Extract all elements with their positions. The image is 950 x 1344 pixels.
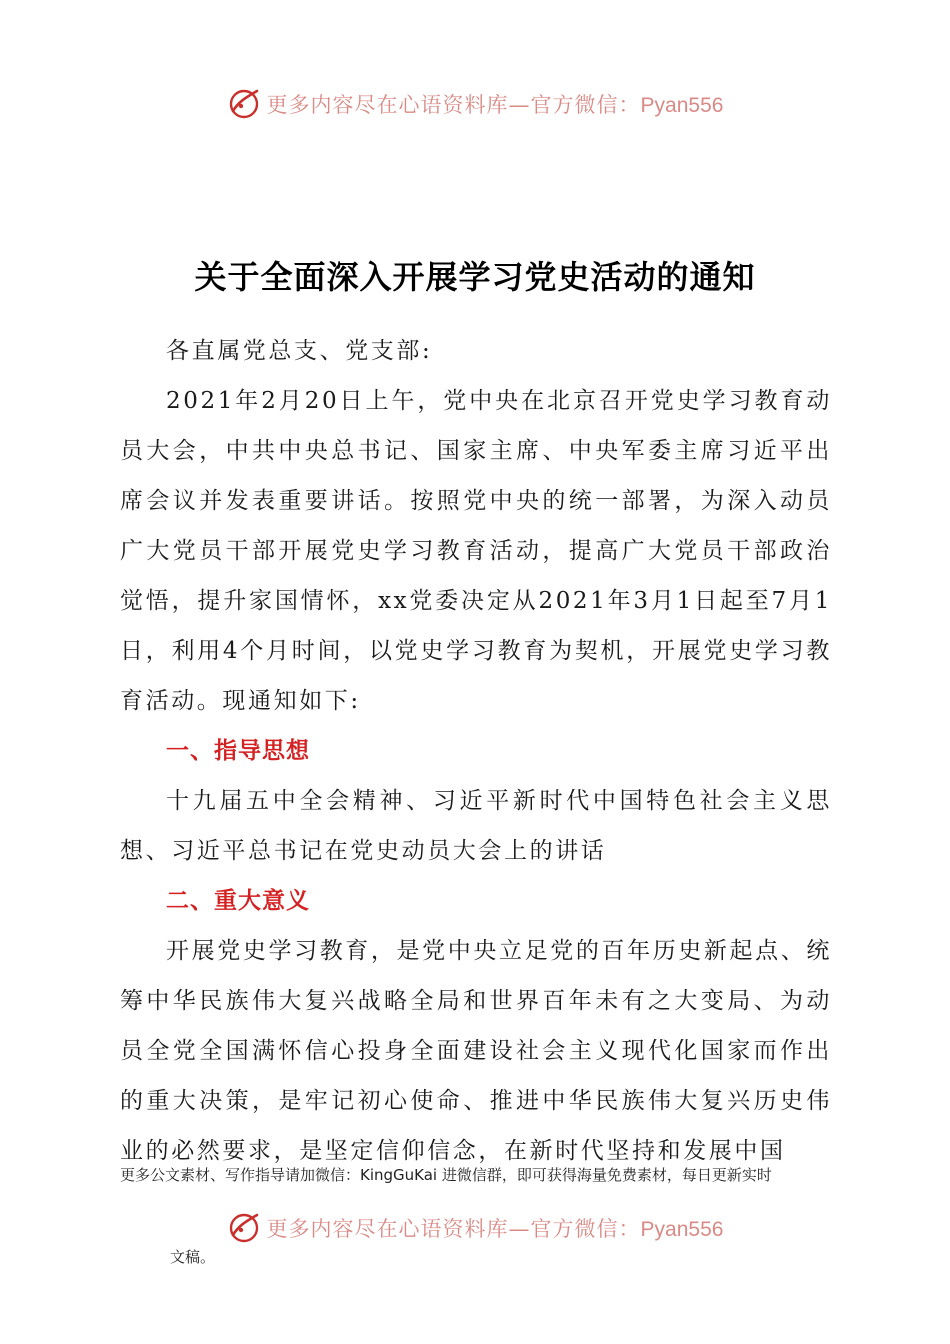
section-text-guiding-thought: 十九届五中全会精神、习近平新时代中国特色社会主义思想、习近平总书记在党史动员大会上的讲话 bbox=[120, 788, 832, 864]
pen-logo-icon bbox=[227, 87, 261, 121]
footer-note: 更多公文素材、写作指导请加微信：KingGuKai 进微信群，即可获得海量免费素材，每日更新实时 bbox=[120, 1166, 772, 1184]
section-text-significance: 开展党史学习教育，是党中央立足党的百年历史新起点、统筹中华民族伟大复兴战略全局和世界百年未有之大变局、为动员全党全国满怀信心投身全面建设社会主义现代化国家而作出的重大决策，是牢记初心使命、推进中华民族伟大复兴历史伟业的必然要求，是坚定信仰信念，在新时代坚持和发展中国 bbox=[120, 938, 832, 1164]
intro-paragraph: 2021年2月20日上午，党中央在北京召开党史学习教育动员大会，中共中央总书记、国家主席、中央军委主席习近平出席会议并发表重要讲话。按照党中央的统一部署，为深入动员广大党员干部开展党史学习教育活动，提高广大党员干部政治觉悟，提升家国情怀，xx党委决定从2021年3月1日起至7月1日，利用4个月时间，以党史学习教育为契机，开展党史学习教育活动。现通知如下: bbox=[120, 388, 832, 714]
header-watermark bbox=[0, 84, 950, 124]
document-title: 关于全面深入开展学习党史活动的通知 bbox=[194, 258, 756, 296]
section-heading-guiding-thought: 一、指导思想 bbox=[166, 738, 310, 764]
watermark-text: 更多内容尽在心语资料库—官方微信：Pyan556 bbox=[266, 93, 724, 117]
document-body bbox=[120, 326, 832, 1176]
footer-watermark bbox=[0, 1208, 950, 1248]
footer-note-continuation: 文稿。 bbox=[170, 1248, 216, 1266]
salutation: 各直属党总支、党支部: bbox=[166, 338, 433, 364]
watermark-text: 更多内容尽在心语资料库—官方微信：Pyan556 bbox=[266, 1217, 724, 1241]
pen-logo-icon bbox=[227, 1211, 261, 1245]
section-heading-significance: 二、重大意义 bbox=[166, 888, 310, 914]
